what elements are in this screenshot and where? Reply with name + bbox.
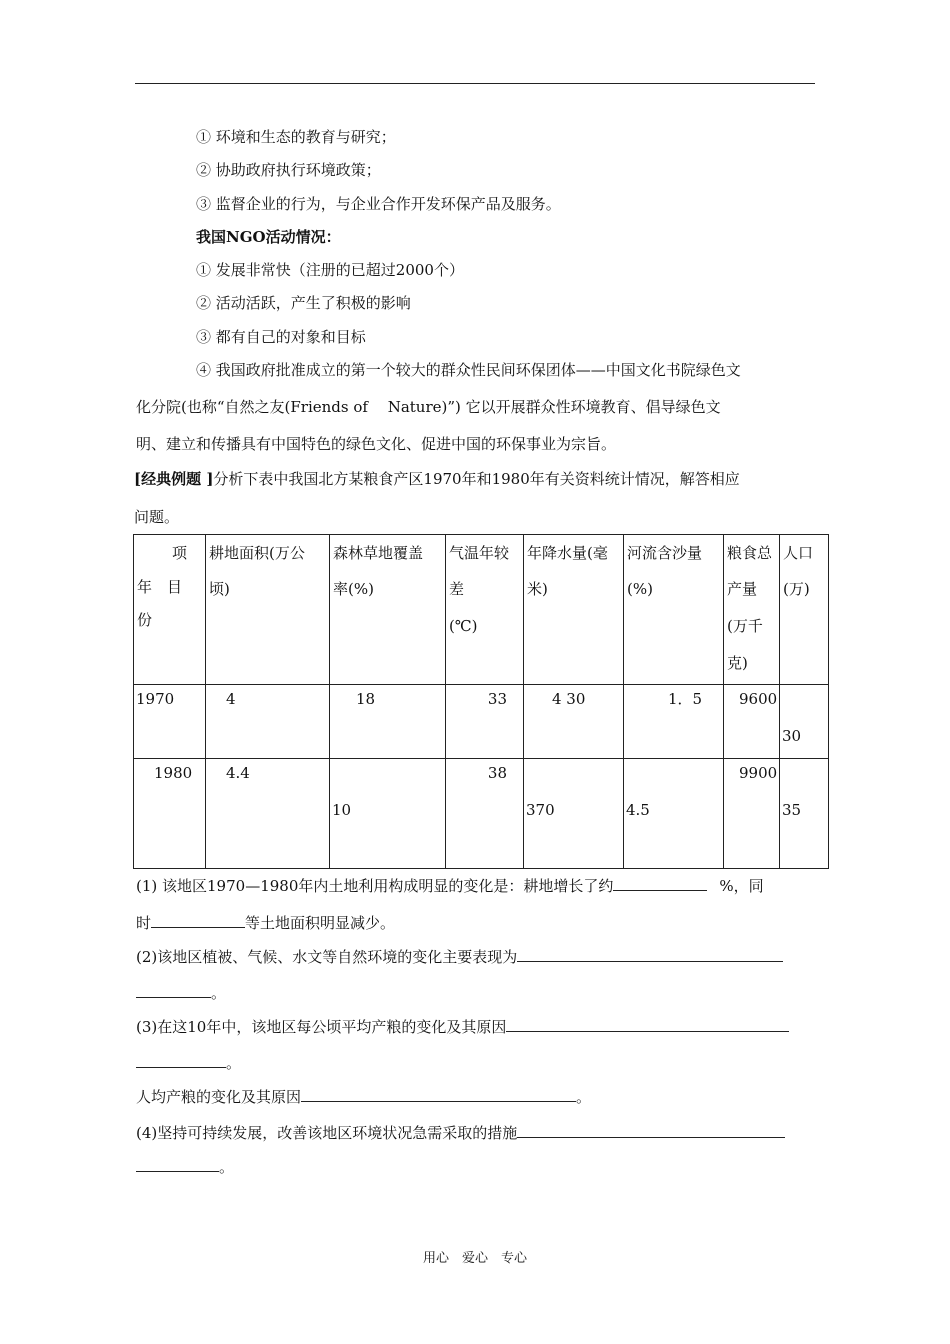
row-1970-forest: 18	[356, 690, 376, 708]
example-text-cont: 问题。	[134, 508, 180, 526]
ngo-item-3: ③ 都有自己的对象和目标	[196, 328, 366, 346]
question-3b-text: 人均产粮的变化及其原因	[136, 1088, 302, 1106]
answer-blank-2[interactable]	[517, 946, 783, 962]
header-sand-line-2: (%)	[627, 580, 653, 598]
row-1970-grain: 9600	[739, 690, 778, 708]
intro-item-2: ② 协助政府执行环境政策；	[196, 161, 381, 179]
table-header-row	[134, 535, 829, 685]
header-rule	[135, 83, 815, 84]
table-row	[134, 759, 829, 869]
ngo-item-4-cont-1: 化分院(也称“自然之友(Friends of Nature)”) 它以开展群众性环境教育、倡导绿色文	[136, 398, 721, 416]
corner-item-label: 项	[172, 544, 188, 562]
question-3-period: 。	[226, 1054, 242, 1072]
row-1980-forest: 10	[332, 801, 352, 819]
corner-year-label: 年 目	[137, 578, 183, 596]
question-3	[136, 1016, 789, 1037]
ngo-item-1: ① 发展非常快（注册的已超过2000个）	[196, 261, 464, 279]
header-grain	[724, 535, 780, 685]
header-pop-line-1: 人口	[783, 544, 814, 562]
row-1970-pop: 30	[782, 727, 802, 745]
row-1980-temp: 38	[487, 764, 507, 782]
intro-item-3: ③ 监督企业的行为，与企业合作开发环保产品及服务。	[196, 195, 561, 213]
row-1970-farmland: 4	[226, 690, 236, 708]
ngo-item-2: ② 活动活跃，产生了积极的影响	[196, 294, 411, 312]
answer-blank-4-cont[interactable]	[136, 1156, 219, 1172]
question-1-cont-text: 时	[136, 914, 152, 932]
ngo-heading: 我国NGO活动情况：	[196, 228, 341, 246]
question-1-cont-tail: 等土地面积明显减少。	[245, 914, 396, 932]
header-rain-line-2: 米)	[527, 580, 548, 598]
answer-blank-4[interactable]	[517, 1122, 785, 1138]
answer-blank-3b[interactable]	[301, 1086, 576, 1102]
question-3-text: (3)在这10年中，该地区每公顷平均产粮的变化及其原因	[136, 1018, 507, 1036]
header-grain-line-1: 粮食总	[727, 544, 773, 562]
header-temp-line-2: 差	[449, 580, 465, 598]
question-2	[136, 946, 783, 967]
table-row	[134, 685, 829, 759]
question-1	[136, 875, 764, 896]
header-pop	[780, 535, 829, 685]
row-1970-temp: 33	[487, 690, 507, 708]
header-forest-line-2: 率(%)	[333, 580, 374, 598]
question-2-period: 。	[211, 984, 227, 1002]
question-2-text: (2)该地区植被、气候、水文等自然环境的变化主要表现为	[136, 948, 518, 966]
question-4	[136, 1122, 785, 1143]
row-1970-sand: 1．5	[668, 690, 703, 708]
row-1970-rain: 4 30	[552, 690, 586, 708]
intro-item-1: ① 环境和生态的教育与研究；	[196, 128, 396, 146]
ngo-item-4: ④ 我国政府批准成立的第一个较大的群众性民间环保团体——中国文化书院绿色文	[196, 361, 741, 379]
question-4-cont	[136, 1156, 234, 1177]
row-1970-year: 1970	[136, 690, 175, 708]
row-1980-grain: 9900	[739, 764, 778, 782]
example-text: 分析下表中我国北方某粮食产区1970年和1980年有关资料统计情况，解答相应	[213, 470, 740, 488]
header-temp-line-3: (℃)	[449, 617, 478, 635]
header-sand	[624, 535, 724, 685]
header-farmland-line-1: 耕地面积(万公	[209, 544, 305, 562]
question-2-cont	[136, 982, 226, 1003]
row-1980-rain: 370	[526, 801, 555, 819]
header-sand-line-1: 河流含沙量	[627, 544, 703, 562]
question-4-period: 。	[219, 1158, 235, 1176]
example-label: [经典例题 ]	[134, 470, 214, 488]
answer-blank-1a[interactable]	[613, 875, 707, 891]
corner-header-cell	[134, 535, 206, 685]
statistics-table	[133, 534, 829, 869]
answer-blank-1b[interactable]	[151, 912, 245, 928]
header-temp-line-1: 气温年较	[449, 544, 510, 562]
row-1980-pop: 35	[782, 801, 802, 819]
corner-fen-label: 份	[137, 611, 153, 629]
header-rain	[524, 535, 624, 685]
ngo-item-4-cont-2: 明、建立和传播具有中国特色的绿色文化、促进中国的环保事业为宗旨。	[136, 435, 617, 453]
question-1-unit: %，同	[719, 877, 764, 895]
header-rain-line-1: 年降水量(毫	[527, 544, 608, 562]
example-intro	[134, 469, 740, 489]
question-3-cont	[136, 1052, 241, 1073]
question-3b-period: 。	[576, 1088, 592, 1106]
header-forest	[330, 535, 446, 685]
row-1980-year: 1980	[154, 764, 193, 782]
question-3b	[136, 1086, 591, 1107]
header-grain-line-4: 克)	[727, 654, 748, 672]
question-1-text: (1) 该地区1970—1980年内土地利用构成明显的变化是：耕地增长了约	[136, 877, 614, 895]
row-1980-farmland: 4.4	[226, 764, 250, 782]
header-grain-line-2: 产量	[727, 580, 758, 598]
question-1-cont	[136, 912, 395, 933]
header-farmland	[206, 535, 330, 685]
answer-blank-3-cont[interactable]	[136, 1052, 226, 1068]
header-farmland-line-2: 顷)	[209, 580, 230, 598]
row-1980-sand: 4.5	[626, 801, 650, 819]
header-temp	[446, 535, 524, 685]
answer-blank-2-cont[interactable]	[136, 982, 211, 998]
question-4-text: (4)坚持可持续发展，改善该地区环境状况急需采取的措施	[136, 1124, 518, 1142]
answer-blank-3[interactable]	[506, 1016, 789, 1032]
header-forest-line-1: 森林草地覆盖	[333, 544, 424, 562]
page-footer: 用心 爱心 专心	[422, 1251, 527, 1266]
header-grain-line-3: (万千	[727, 617, 763, 635]
header-pop-line-2: (万)	[783, 580, 810, 598]
